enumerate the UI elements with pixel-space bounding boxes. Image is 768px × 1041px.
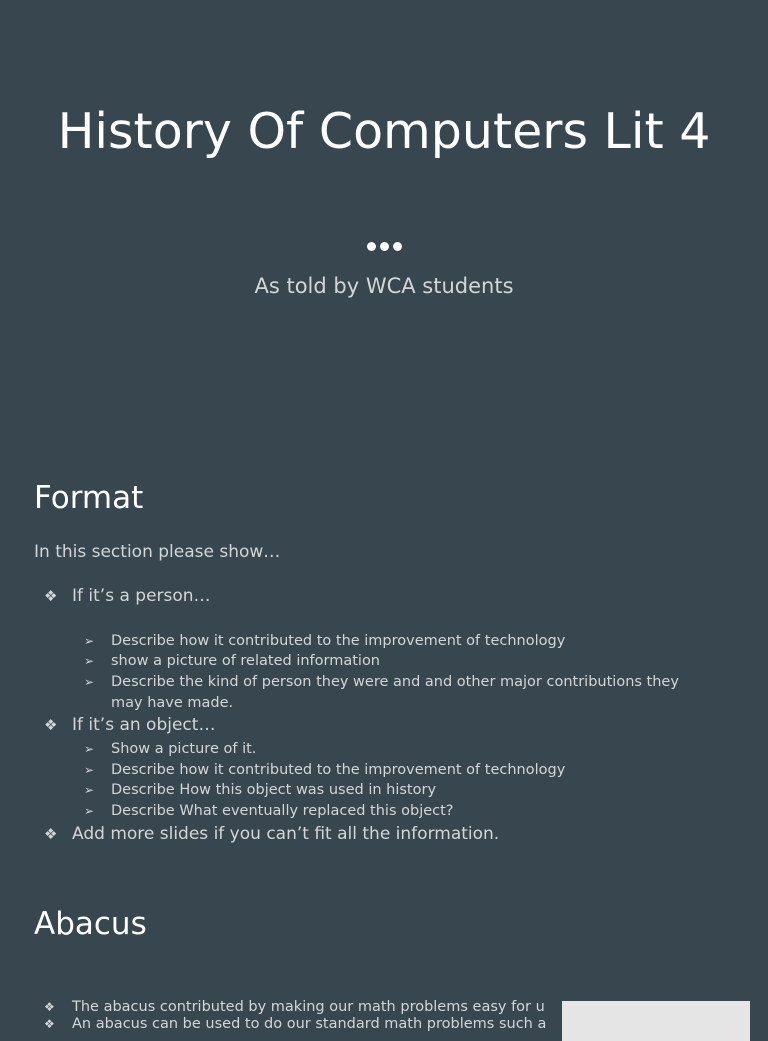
bullet-object (44, 715, 215, 735)
presentation-subtitle: As told by WCA students (254, 274, 514, 298)
arrowhead-bullet-icon: ➢ (84, 675, 95, 689)
sub-bullet-text: Describe how it contributed to the improvement of technology (111, 762, 566, 778)
diamond-bullet-icon: ❖ (44, 1000, 55, 1014)
arrowhead-bullet-icon: ➢ (84, 783, 95, 797)
diamond-bullet-icon: ❖ (44, 1017, 55, 1031)
bullet-text: If it’s a person… (72, 586, 211, 606)
sub-bullet-text: show a picture of related information (111, 653, 381, 669)
presentation-title: History Of Computers Lit 4 (57, 103, 711, 160)
bullet-person (44, 586, 211, 606)
slide-title: Format (34, 480, 144, 516)
bullet (44, 1016, 546, 1032)
bullet-text: Add more slides if you can’t fit all the information. (72, 824, 500, 844)
sub-bullet (84, 739, 704, 760)
diamond-bullet-icon: ❖ (44, 716, 58, 734)
dot-icon (393, 242, 402, 251)
arrowhead-bullet-icon: ➢ (84, 634, 95, 648)
bullet-text: The abacus contributed by making our math problems easy for u (72, 999, 545, 1015)
bullet-more-slides (44, 824, 499, 844)
sub-bullet (84, 760, 704, 781)
sub-bullet (84, 801, 704, 822)
bullet-text: An abacus can be used to do our standard math problems such a (72, 1016, 547, 1032)
sub-bullet (84, 672, 704, 713)
arrowhead-bullet-icon: ➢ (84, 804, 95, 818)
sub-bullet (84, 651, 704, 672)
slide-intro: In this section please show… (34, 542, 281, 562)
format-slide (0, 430, 768, 860)
dot-icon (367, 242, 376, 251)
sub-bullet (84, 631, 704, 652)
sub-bullet-text: Describe What eventually replaced this object? (111, 803, 454, 819)
title-slide (0, 0, 768, 430)
diamond-bullet-icon: ❖ (44, 825, 58, 843)
arrowhead-bullet-icon: ➢ (84, 654, 95, 668)
diamond-bullet-icon: ❖ (44, 587, 58, 605)
sub-bullet-text: Show a picture of it. (111, 741, 257, 757)
abacus-image (562, 1001, 750, 1041)
arrowhead-bullet-icon: ➢ (84, 763, 95, 777)
sub-bullet-text: Describe how it contributed to the improvement of technology (111, 633, 566, 649)
sub-bullet (84, 780, 704, 801)
sub-bullet-text: Describe the kind of person they were and and other major contributions they may have made. (111, 674, 679, 711)
bullet-text: If it’s an object… (72, 715, 216, 735)
slide-title: Abacus (34, 906, 147, 942)
dot-icon (380, 242, 389, 251)
sub-bullet-text: Describe How this object was used in history (111, 782, 437, 798)
abacus-slide (0, 860, 768, 1032)
arrowhead-bullet-icon: ➢ (84, 742, 95, 756)
bullet (44, 999, 545, 1015)
ellipsis-dots-icon (0, 236, 768, 255)
